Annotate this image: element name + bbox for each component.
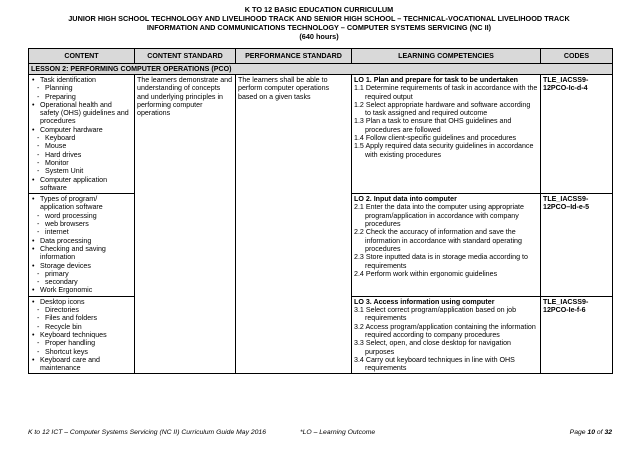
curriculum-table bbox=[28, 48, 613, 374]
content-subitem: - System Unit bbox=[31, 167, 132, 175]
code-line-1: TLE_IACSS9- bbox=[543, 76, 589, 84]
header-line-3: INFORMATION AND COMMUNICATIONS TECHNOLOGY – COMPUTER SYSTEMS SERVICING (NC II) bbox=[146, 23, 492, 32]
competency-item: 2.4 Perform work within ergonomic guidelines bbox=[354, 269, 498, 278]
content-subitem: - Planning bbox=[31, 84, 132, 92]
content-subitem: - Directories bbox=[31, 306, 132, 314]
code-cell bbox=[541, 296, 613, 374]
content-subitem: - word processing bbox=[31, 212, 132, 220]
content-standard-cell: The learners demonstrate and understanding of concepts and underlying principles in performing computer operations bbox=[135, 75, 236, 374]
page-total: 32 bbox=[604, 429, 612, 436]
content-cell bbox=[29, 296, 135, 374]
lesson-row bbox=[29, 64, 613, 75]
competency-item: 2.2 Check the accuracy of information and save the information in accordance with standard operating procedures bbox=[354, 228, 522, 253]
code-line-2: 12PCO–Id-e-5 bbox=[543, 203, 590, 212]
content-subitem: - Hard drives bbox=[31, 151, 132, 159]
competency-item: 3.1 Select correct program/application based on job requirements bbox=[354, 306, 517, 323]
learning-outcome-title: LO 3. Access information using computer bbox=[354, 297, 495, 306]
code-line-2: 12PCO-Ic-d-4 bbox=[543, 84, 588, 93]
page-of: of bbox=[596, 429, 603, 436]
code-line-2: 12PCO-Ie-f-6 bbox=[543, 306, 586, 315]
content-subitem: - Shortcut keys bbox=[31, 348, 132, 356]
footer-title: K to 12 ICT – Computer Systems Servicing (NC II) Curriculum Guide May 2016 bbox=[28, 429, 266, 436]
content-subitem: - Mouse bbox=[31, 142, 132, 150]
learning-outcome-title: LO 2. Input data into computer bbox=[354, 195, 457, 204]
col-header-content: CONTENT bbox=[29, 49, 135, 64]
page-current: 10 bbox=[587, 429, 595, 436]
content-subitem: - primary bbox=[31, 270, 132, 278]
col-header-performance-standard: PERFORMANCE STANDARD bbox=[236, 49, 352, 64]
content-list bbox=[31, 298, 132, 373]
header-line-1: K TO 12 BASIC EDUCATION CURRICULUM bbox=[244, 5, 394, 14]
content-subitem: - secondary bbox=[31, 278, 132, 286]
competencies-cell bbox=[352, 75, 541, 194]
competencies-cell bbox=[352, 296, 541, 374]
learning-outcome-title: LO 1. Plan and prepare for task to be undertaken bbox=[354, 76, 518, 84]
competency-list bbox=[354, 84, 538, 159]
code-line-1: TLE_IACSS9- bbox=[543, 195, 589, 204]
content-subitem: - Monitor bbox=[31, 159, 132, 167]
content-subitem: - Proper handling bbox=[31, 339, 132, 347]
col-header-codes: CODES bbox=[541, 49, 613, 64]
page-number bbox=[570, 429, 612, 436]
content-item: • Computer hardware bbox=[31, 126, 132, 134]
code-cell bbox=[541, 194, 613, 297]
competency-item: 3.2 Access program/application containing the information required according to company procedures bbox=[354, 322, 536, 339]
code-cell bbox=[541, 75, 613, 194]
page-footer bbox=[28, 429, 612, 436]
header-line-2: JUNIOR HIGH SCHOOL TECHNOLOGY AND LIVELIHOOD TRACK AND SENIOR HIGH SCHOOL – TECHNICAL-VOCATIONAL LIVELIHOOD TRACK bbox=[68, 14, 570, 23]
competency-item: 3.4 Carry out keyboard techniques in line with OHS requirements bbox=[354, 355, 515, 373]
content-subitem: - Files and folders bbox=[31, 314, 132, 322]
lesson-title: LESSON 2: PERFORMING COMPUTER OPERATIONS (PCO) bbox=[29, 64, 613, 75]
content-cell bbox=[29, 194, 135, 297]
content-subitem: - web browsers bbox=[31, 220, 132, 228]
competency-item: 1.5 Apply required data security guidelines in accordance with existing procedures bbox=[354, 142, 534, 159]
col-header-learning-competencies: LEARNING COMPETENCIES bbox=[352, 49, 541, 64]
competency-item: 2.1 Enter the data into the computer using appropriate program/application in accordance with company procedures bbox=[354, 203, 524, 229]
content-item: • Work Ergonomic bbox=[31, 286, 132, 294]
content-list bbox=[31, 76, 132, 192]
code-line-1: TLE_IACSS9- bbox=[543, 297, 589, 306]
content-item: • Keyboard care and maintenance bbox=[31, 356, 132, 373]
content-list bbox=[31, 195, 132, 295]
competency-item: 2.3 Store inputted data is in storage media according to requirements bbox=[354, 253, 528, 270]
header-line-4: (640 hours) bbox=[299, 32, 339, 41]
content-item: • Checking and saving information bbox=[31, 245, 132, 262]
content-subitem: - Preparing bbox=[31, 93, 132, 101]
content-item: • Keyboard techniques bbox=[31, 331, 132, 339]
content-item: • Storage devices bbox=[31, 262, 132, 270]
content-item: • Types of program/ application software bbox=[31, 195, 132, 212]
competency-list bbox=[354, 306, 538, 372]
table-header-row bbox=[29, 49, 613, 64]
competency-item: 1.3 Plan a task to ensure that OHS guidelines and procedures are followed bbox=[354, 117, 512, 134]
competency-item: 1.2 Select appropriate hardware and software according to task assigned and required outcome bbox=[354, 100, 531, 118]
table-row bbox=[29, 75, 613, 194]
competencies-cell bbox=[352, 194, 541, 297]
content-subitem: - internet bbox=[31, 228, 132, 236]
competency-item: 1.4 Follow client-specific guidelines and procedures bbox=[354, 134, 517, 143]
col-header-content-standard: CONTENT STANDARD bbox=[135, 49, 236, 64]
content-subitem: - Keyboard bbox=[31, 134, 132, 142]
competency-list bbox=[354, 203, 538, 278]
footer-legend: *LO – Learning Outcome bbox=[300, 429, 376, 436]
competency-item: 3.3 Select, open, and close desktop for navigation purposes bbox=[354, 339, 511, 356]
competency-item: 1.1 Determine requirements of task in accordance with the required output bbox=[354, 84, 538, 101]
performance-standard-cell: The learners shall be able to perform computer operations based on a given tasks bbox=[236, 75, 352, 374]
document-header bbox=[0, 5, 638, 41]
content-subitem: - Recycle bin bbox=[31, 323, 132, 331]
content-item: • Desktop icons bbox=[31, 298, 132, 306]
content-item: • Data processing bbox=[31, 237, 132, 245]
content-item: • Operational health and safety (OHS) guidelines and procedures bbox=[31, 101, 132, 126]
content-cell bbox=[29, 75, 135, 194]
content-item: • Computer application software bbox=[31, 176, 132, 193]
page-prefix: Page bbox=[569, 429, 586, 436]
content-item: • Task identification bbox=[31, 76, 132, 84]
